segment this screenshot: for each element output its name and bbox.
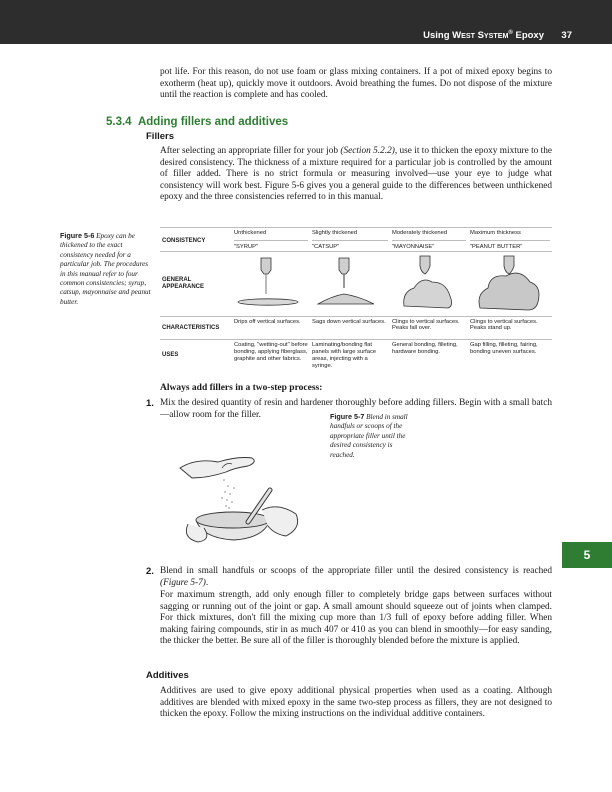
table-cell: Coating, "wetting-out" before bonding, applying fiberglass, graphite and other fabrics. — [232, 340, 310, 370]
two-step-heading: Always add fillers in a two-step process: — [160, 383, 323, 393]
table-cell: Clings to vertical surfaces. Peaks stand up. — [468, 316, 552, 340]
section-heading — [106, 116, 288, 128]
section-reference: (Section 5.2.2) — [340, 146, 395, 156]
additives-paragraph: Additives are used to give epoxy additional physical properties when used as a coating. Although additives are blended with mixed epoxy in the same two-step process as fillers, they are not designed to thicken the epoxy. Follow the mixing instructions on the individual additive containers. — [160, 686, 552, 720]
figure-5-6-caption: Figure 5-6 Epoxy can be thickened to the exact consistency needed for a particular job. The procedures in this manual refer to four common consistencies; syrup, catsup, mayonnaise and peanut butter. — [60, 231, 151, 306]
figure-5-7-label: Figure 5-7 — [330, 412, 365, 421]
step-2-detail-paragraph: For maximum strength, add only enough filler to completely bridge gaps between surfaces without sagging or running out of the joint or gap. A small amount should squeeze out of joints when clamped. For thick mixtures, don't fill the mixing cup more than 1/3 full of epoxy before adding filler. When making fairing compounds, stir in as much 407 or 410 as you can blend in smoothly—for easy sanding, the thicker the better. Be sure all of the filler is thoroughly blended before the mixture is applied. — [160, 590, 552, 647]
row-label-characteristics: CHARACTERISTICS — [160, 316, 232, 340]
section-title: Adding fillers and additives — [137, 116, 289, 128]
table-cell: Clings to vertical surfaces. Peaks fall over. — [390, 316, 468, 340]
table-cell: Sags down vertical surfaces. — [310, 316, 390, 340]
step-2-text: Blend in small handfuls or scoops of the appropriate filler until the desired consistency is reached (Figure 5-7). — [160, 566, 552, 588]
fillers-heading: Fillers — [146, 131, 174, 142]
step-1-text: Mix the desired quantity of resin and hardener thoroughly before adding fillers. Begin with a small batch—allow room for the filler. — [160, 398, 552, 420]
mayonnaise-illustration — [390, 251, 468, 316]
running-header-title: Using WEST SYSTEM® Epoxy — [423, 30, 544, 42]
section-number: 5.3.4 — [106, 116, 132, 128]
step-2-number: 2. — [146, 566, 154, 577]
page-number: 37 — [561, 30, 572, 41]
figure-5-7-illustration — [178, 428, 306, 548]
row-label-appearance: GENERAL APPEARANCE — [160, 251, 232, 316]
table-cell: Gap filling, filleting, fairing, bonding uneven surfaces. — [468, 340, 552, 370]
table-cell: Slightly thickened "CATSUP" — [310, 228, 390, 252]
catsup-illustration — [310, 251, 390, 316]
table-cell: Maximum thickness "PEANUT BUTTER" — [468, 228, 552, 252]
chapter-tab: 5 — [562, 542, 612, 568]
row-label-consistency: CONSISTENCY — [160, 228, 232, 252]
table-cell: Drips off vertical surfaces. — [232, 316, 310, 340]
step-1-number: 1. — [146, 398, 154, 409]
table-row — [160, 228, 552, 252]
intro-paragraph: pot life. For this reason, do not use foam or glass mixing containers. If a pot of mixed epoxy begins to exotherm (heat up), quickly move it outdoors. Avoid breathing the fumes. Do not dispose of the mixture until the reaction is complete and has cooled. — [160, 67, 552, 101]
table-cell: General bonding, filleting, hardware bonding. — [390, 340, 468, 370]
consistency-table — [160, 227, 552, 370]
peanut-butter-illustration — [468, 251, 552, 316]
syrup-illustration — [232, 251, 310, 316]
fillers-paragraph: After selecting an appropriate filler for your job (Section 5.2.2), use it to thicken the epoxy mixture to the desired consistency. The thickness of a mixture required for a particular job is controlled by the amount of filler added. There is no strict formula or measuring involved—use your eye to judge what consistency will work best. Figure 5-6 gives you a general guide to the differences between unthickened epoxy and the three consistencies referred to in this manual. — [160, 146, 552, 203]
table-row — [160, 340, 552, 370]
table-row — [160, 251, 552, 316]
figure-5-6-label: Figure 5-6 — [60, 231, 95, 240]
row-label-uses: USES — [160, 340, 232, 370]
table-cell: Unthickened "SYRUP" — [232, 228, 310, 252]
additives-heading: Additives — [146, 670, 189, 681]
figure-reference: (Figure 5-7) — [160, 577, 206, 588]
table-cell: Moderately thickened "MAYONNAISE" — [390, 228, 468, 252]
table-row — [160, 316, 552, 340]
figure-5-7-caption: Figure 5-7 Blend in small handfuls or scoops of the appropriate filler until the desired consistency is reached. — [330, 412, 408, 459]
table-cell: Laminating/bonding flat panels with large surface areas, injecting with a syringe. — [310, 340, 390, 370]
